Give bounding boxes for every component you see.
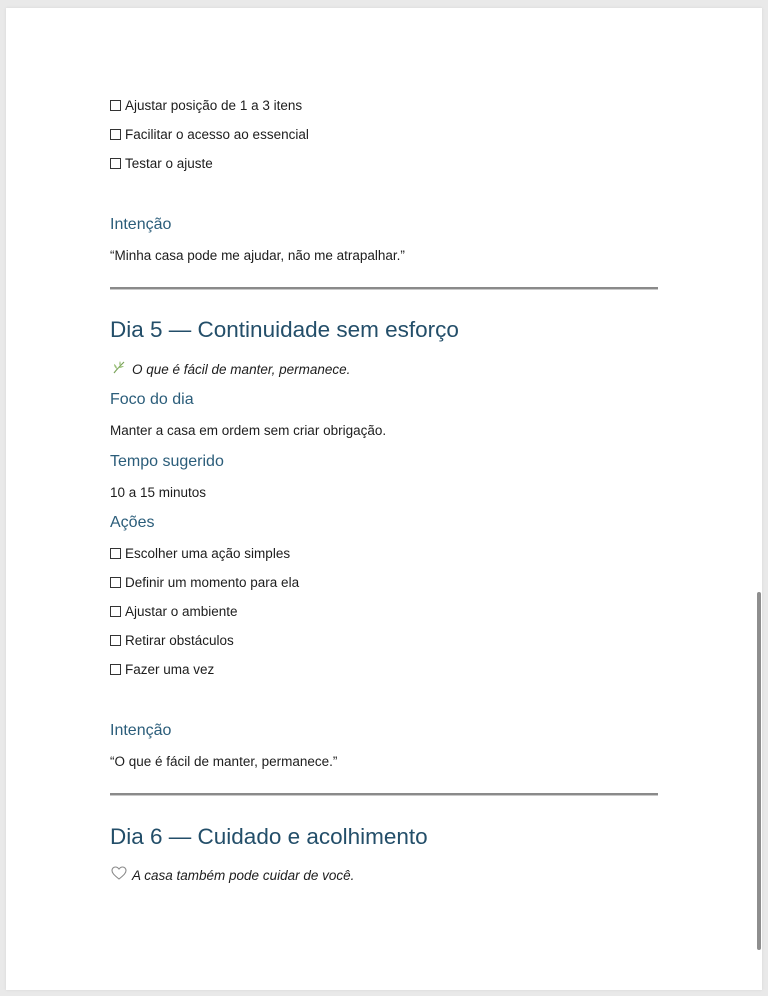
checklist-item[interactable]: Definir um momento para ela	[110, 574, 299, 592]
section-divider	[110, 793, 658, 796]
checklist-item[interactable]: Testar o ajuste	[110, 155, 213, 173]
checkbox-icon[interactable]	[110, 577, 121, 588]
focus-text: Manter a casa em ordem sem criar obrigação.	[110, 423, 387, 438]
checkbox-icon[interactable]	[110, 635, 121, 646]
time-text: 10 a 15 minutos	[110, 485, 207, 500]
checklist-item[interactable]: Ajustar o ambiente	[110, 603, 238, 621]
leaf-icon	[110, 360, 128, 379]
intention-heading: Intenção	[110, 216, 172, 233]
day5-title: Dia 5 — Continuidade sem esforço	[110, 317, 459, 342]
checklist-item[interactable]: Facilitar o acesso ao essencial	[110, 126, 309, 144]
vertical-scrollbar[interactable]	[757, 592, 761, 950]
day6-title: Dia 6 — Cuidado e acolhimento	[110, 824, 428, 849]
checkbox-icon[interactable]	[110, 548, 121, 559]
day6-tagline: A casa também pode cuidar de você.	[110, 866, 354, 885]
checkbox-icon[interactable]	[110, 129, 121, 140]
checkbox-icon[interactable]	[110, 664, 121, 675]
checklist-item[interactable]: Fazer uma vez	[110, 661, 214, 679]
section-divider	[110, 287, 658, 290]
focus-heading: Foco do dia	[110, 391, 194, 408]
checklist-item[interactable]: Ajustar posição de 1 a 3 itens	[110, 97, 302, 115]
intention-quote: “O que é fácil de manter, permanece.”	[110, 754, 338, 769]
intention-heading: Intenção	[110, 722, 172, 739]
time-heading: Tempo sugerido	[110, 453, 224, 470]
actions-heading: Ações	[110, 514, 155, 531]
checkbox-icon[interactable]	[110, 100, 121, 111]
document-page	[6, 8, 762, 990]
day5-tagline: O que é fácil de manter, permanece.	[110, 360, 350, 379]
heart-outline-icon	[110, 866, 128, 885]
checklist-item[interactable]: Escolher uma ação simples	[110, 545, 290, 563]
intention-quote: “Minha casa pode me ajudar, não me atrapalhar.”	[110, 248, 405, 263]
checkbox-icon[interactable]	[110, 606, 121, 617]
checkbox-icon[interactable]	[110, 158, 121, 169]
checklist-item[interactable]: Retirar obstáculos	[110, 632, 234, 650]
